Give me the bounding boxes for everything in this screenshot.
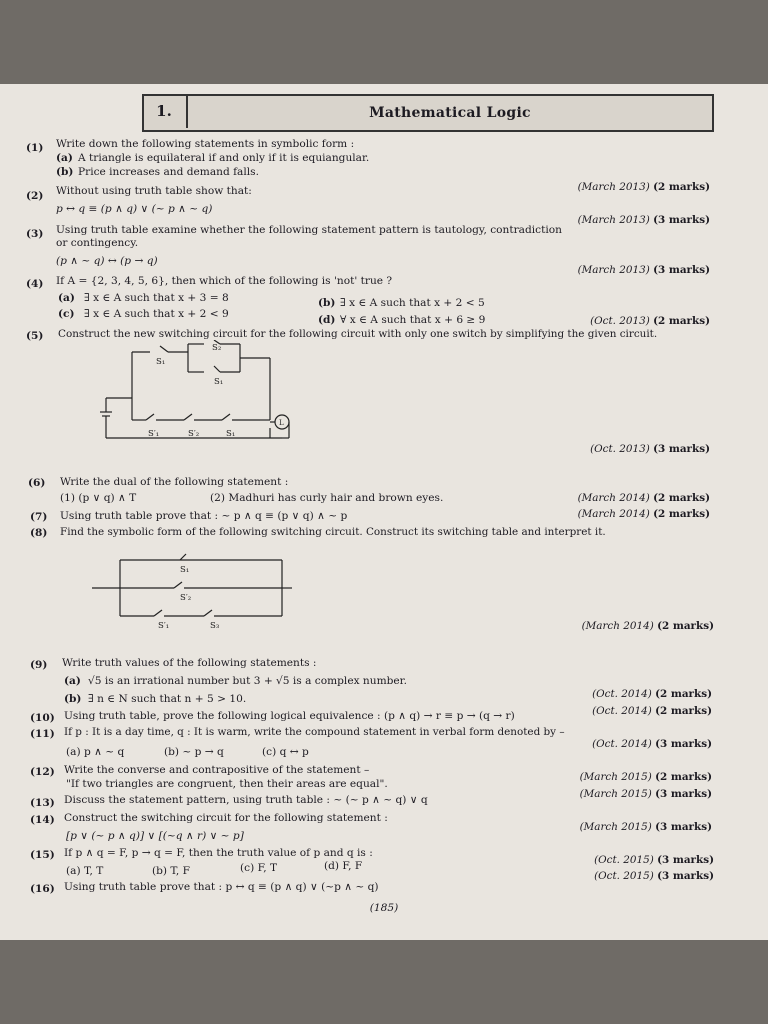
q4-d-label: (d) (318, 314, 336, 326)
q2-formula: p ↔ q ≡ (p ∧ q) ∨ (~ p ∧ ~ q) (56, 203, 213, 215)
q12-text-2: "If two triangles are congruent, then their areas are equal". (66, 778, 388, 790)
chapter-number: 1. (142, 94, 188, 128)
q4-number: (4) (26, 278, 44, 290)
q4-d-text: ∀ x ∈ A such that x + 6 ≥ 9 (340, 314, 486, 326)
q16-text: Using truth table prove that : p ↔ q ≡ (p ∧ q) ∨ (~p ∧ ~ q) (64, 881, 379, 893)
q10-number: (10) (30, 712, 55, 724)
q9-b-text: ∃ n ∈ N such that n + 5 > 10. (88, 693, 247, 705)
q11-text: If p : It is a day time, q : It is warm, write the compound statement in verbal form denoted by – (64, 726, 565, 738)
q5-circuit-diagram (92, 340, 302, 452)
q12-marks: (March 2015) (2 marks) (579, 771, 712, 783)
q5-switch-s1-top (160, 346, 168, 352)
q5-text: Construct the new switching circuit for the following circuit with only one switch by simplifying the given circuit. (58, 328, 658, 340)
q5-label-lamp: L (279, 419, 284, 427)
q11-option-b: (b) ~ p → q (164, 746, 224, 758)
q16-number: (16) (30, 883, 55, 895)
q9-number: (9) (30, 659, 48, 671)
q5-label-s2-top: S₂ (212, 343, 222, 353)
q3-marks: (March 2013) (3 marks) (577, 214, 710, 226)
q11-number: (11) (30, 728, 55, 740)
q3-number: (3) (26, 228, 44, 240)
q4-a-label: (a) (58, 292, 75, 304)
q6-marks: (March 2014) (2 marks) (577, 492, 710, 504)
q1-b-label: (b) (56, 166, 74, 178)
q15-option-c: (c) F, T (240, 862, 278, 874)
q10-text: Using truth table, prove the following logical equivalence : (p ∧ q) → r ≡ p → (q → r) (64, 710, 515, 722)
q15-option-b: (b) T, F (152, 865, 191, 877)
q4-c-label: (c) (58, 308, 75, 320)
q4-a-text: ∃ x ∈ A such that x + 3 = 8 (84, 292, 229, 304)
q4-b-text: ∃ x ∈ A such that x + 2 < 5 (340, 297, 485, 309)
q5-label-s1-mid: S₁ (214, 377, 224, 387)
q15-marks: (Oct. 2015) (3 marks) (594, 854, 714, 866)
q6-part-2: (2) Madhuri has curly hair and brown eyes. (210, 492, 444, 504)
q5-marks: (Oct. 2013) (3 marks) (590, 443, 710, 455)
q9-b-label: (b) (64, 693, 82, 705)
q12-number: (12) (30, 766, 55, 778)
q9-marks: (Oct. 2014) (2 marks) (592, 688, 712, 700)
q15-number: (15) (30, 849, 55, 861)
q4-marks-2: (Oct. 2013) (2 marks) (590, 315, 710, 327)
q1-a-text: A triangle is equilateral if and only if it is equiangular. (78, 152, 370, 164)
q8-switch-s3 (204, 610, 212, 616)
q8-switch-s1 (180, 554, 186, 560)
q6-text: Write the dual of the following statement : (60, 476, 289, 488)
q8-switch-s1prime (154, 610, 162, 616)
q5-label-s1-bot: S₁ (226, 429, 236, 439)
q8-label-s2prime: S′₂ (180, 593, 192, 603)
q12-text: Write the converse and contrapositive of the statement – (64, 764, 370, 776)
q4-text: If A = {2, 3, 4, 5, 6}, then which of the following is 'not' true ? (56, 275, 393, 287)
q2-number: (2) (26, 190, 44, 202)
q1-b-text: Price increases and demand falls. (78, 166, 259, 178)
q13-text: Discuss the statement pattern, using truth table : ~ (~ p ∧ ~ q) ∨ q (64, 794, 428, 806)
q11-option-c: (c) q ↔ p (262, 746, 309, 758)
q15-option-a: (a) T, T (66, 865, 104, 877)
q3-text-2: or contingency. (56, 237, 139, 249)
q8-label-s1prime: S′₁ (158, 621, 170, 631)
q1-a-label: (a) (56, 152, 73, 164)
q5-switch-s1-mid (214, 366, 220, 372)
chapter-title: Mathematical Logic (369, 105, 531, 121)
q1-number: (1) (26, 142, 44, 154)
q8-circuit-diagram (92, 550, 292, 632)
q6-part-1: (1) (p ∨ q) ∧ T (60, 492, 137, 504)
q4-c-text: ∃ x ∈ A such that x + 2 < 9 (84, 308, 229, 320)
q8-text: Find the symbolic form of the following switching circuit. Construct its switching table and interpret it. (60, 526, 606, 538)
q14-text: Construct the switching circuit for the following statement : (64, 812, 388, 824)
q5-label-s1-top: S₁ (156, 357, 166, 367)
q8-marks: (March 2014) (2 marks) (581, 620, 714, 632)
q8-label-s1-top: S₁ (180, 565, 190, 575)
q7-text: Using truth table prove that : ~ p ∧ q ≡ (p ∨ q) ∧ ~ p (60, 510, 348, 522)
q9-a-label: (a) (64, 675, 81, 687)
q8-switch-s2prime (174, 582, 182, 588)
q5-switch-s1prime (146, 414, 154, 420)
q5-switch-s2prime (184, 414, 192, 420)
q10-marks: (Oct. 2014) (2 marks) (592, 705, 712, 717)
q5-switch-s1-bot (222, 414, 230, 420)
q9-text: Write truth values of the following statements : (62, 657, 317, 669)
q3-text: Using truth table examine whether the following statement pattern is tautology, contradiction (56, 224, 562, 236)
q13-number: (13) (30, 797, 55, 809)
q5-label-s1prime: S′₁ (148, 429, 160, 439)
q11-option-a: (a) p ∧ ~ q (66, 746, 125, 758)
q15-text: If p ∧ q = F, p → q = F, then the truth value of p and q is : (64, 847, 373, 859)
q9-a-text: √5 is an irrational number but 3 + √5 is a complex number. (88, 675, 407, 687)
q5-label-s2prime: S′₂ (188, 429, 200, 439)
q6-number: (6) (28, 477, 46, 489)
q2-marks: (March 2013) (2 marks) (577, 181, 710, 193)
q4-marks: (March 2013) (3 marks) (577, 264, 710, 276)
q4-b-label: (b) (318, 297, 336, 309)
q14-marks: (March 2015) (3 marks) (579, 821, 712, 833)
q15-option-d: (d) F, F (324, 860, 363, 872)
q13-marks: (March 2015) (3 marks) (579, 788, 712, 800)
q7-marks: (March 2014) (2 marks) (577, 508, 710, 520)
q1-text: Write down the following statements in symbolic form : (56, 138, 355, 150)
q8-number: (8) (30, 527, 48, 539)
q14-number: (14) (30, 814, 55, 826)
q14-formula: [p ∨ (~ p ∧ q)] ∨ [(~q ∧ r) ∨ ~ p] (66, 830, 244, 842)
q8-label-s3: S₃ (210, 621, 220, 631)
q16-marks: (Oct. 2015) (3 marks) (594, 870, 714, 882)
q2-text: Without using truth table show that: (56, 185, 252, 197)
q7-number: (7) (30, 511, 48, 523)
q3-formula: (p ∧ ~ q) ↔ (p → q) (56, 255, 158, 267)
q11-marks: (Oct. 2014) (3 marks) (592, 738, 712, 750)
q5-number: (5) (26, 330, 44, 342)
page-number: (185) (369, 902, 399, 914)
